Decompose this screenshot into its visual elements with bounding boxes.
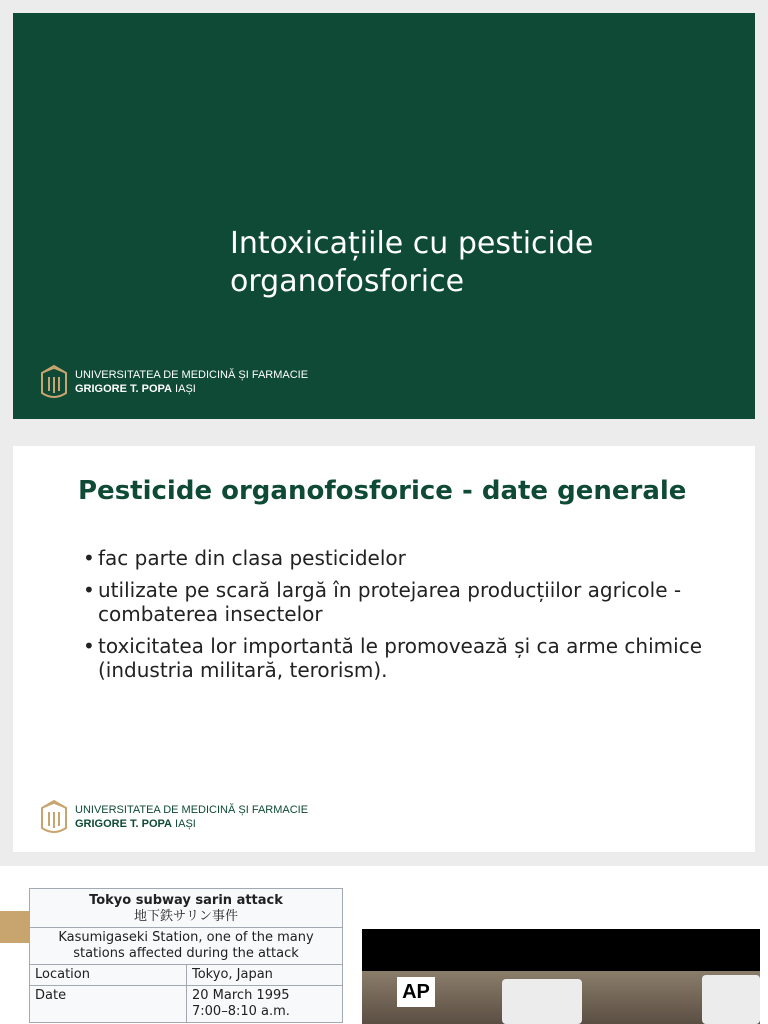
- row-label: Location: [30, 965, 187, 986]
- list-item: • utilizate pe scară largă în protejarea producțiilor agricole - combaterea insectelor: [83, 578, 743, 626]
- list-item: • toxicitatea lor importantă le promovează și ca arme chimice (industria militară, terorism).: [83, 634, 743, 682]
- university-crest-icon: [39, 363, 69, 401]
- infobox-title: Tokyo subway sarin attack: [89, 893, 283, 908]
- logo-line-2-city: IAȘI: [175, 383, 196, 395]
- news-photo: [362, 929, 760, 1024]
- infobox-table: [29, 888, 343, 1023]
- list-item: • fac parte din clasa pesticidelor: [83, 546, 743, 570]
- university-crest-icon: [39, 798, 69, 836]
- row-label: Date: [30, 986, 187, 1023]
- table-row: [30, 986, 343, 1023]
- row-value: 20 March 1995 7:00–8:10 a.m.: [187, 986, 343, 1023]
- slide-title: Intoxicațiile cu pesticide organofosforice: [230, 226, 594, 299]
- infobox-title-jp: 地下鉄サリン事件: [133, 909, 238, 924]
- content-slide: [13, 446, 755, 852]
- infobox-slide: [0, 866, 768, 1024]
- university-logo: [39, 363, 308, 401]
- bullet-list: [83, 546, 743, 690]
- logo-line-2-bold: GRIGORE T. POPA: [75, 383, 172, 395]
- title-slide: [13, 13, 755, 419]
- ap-logo: AP: [397, 977, 435, 1007]
- logo-line-1: UNIVERSITATEA DE MEDICINĂ ȘI FARMACIE: [75, 804, 309, 816]
- photo-van: [702, 975, 760, 1024]
- row-value: Tokyo, Japan: [187, 965, 343, 986]
- photo-van: [502, 979, 582, 1024]
- table-row: [30, 965, 343, 986]
- slide-heading: Pesticide organofosforice - date generale: [78, 476, 687, 506]
- logo-line-2-city: IAȘI: [175, 818, 196, 830]
- infobox-caption: Kasumigaseki Station, one of the many stations affected during the attack: [30, 928, 343, 965]
- accent-block: [0, 911, 29, 943]
- infobox-header: [30, 889, 343, 928]
- university-logo: [39, 798, 308, 836]
- logo-line-2-bold: GRIGORE T. POPA: [75, 818, 172, 830]
- logo-line-1: UNIVERSITATEA DE MEDICINĂ ȘI FARMACIE: [75, 369, 309, 381]
